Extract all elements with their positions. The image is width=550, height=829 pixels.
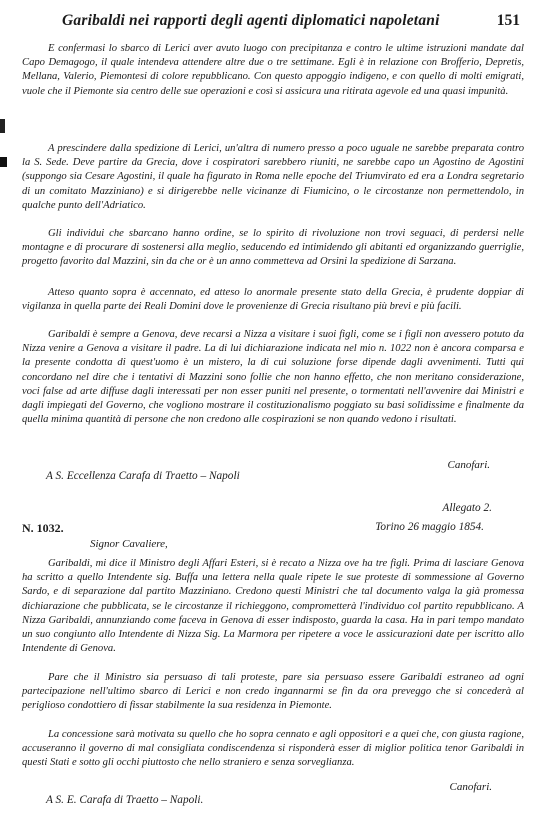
signature: Canofari.	[447, 459, 490, 471]
salutation: Signor Cavaliere,	[90, 538, 168, 550]
recipient-address: A S. Eccellenza Carafa di Traetto – Napoli	[46, 470, 240, 482]
paragraph: E confermasi lo sbarco di Lerici aver avuto luogo con precipitanza e contro le ultime istruzioni mandate dal Capo Demagogo, il quale intendeva attendere altre due o tre settimane. Egli è in relazione con Brofferio, Depretis, Mellana, Valerio, Piemontesi di colore repubblicano. Con questo appoggio indigeno, e con quello di molti emigrati, vuole che il Piemonte sia centro delle sue operazioni e così si assicura una ritirata agevole ed una quasi impunità.	[22, 43, 524, 97]
paragraph: La concessione sarà motivata su quello che ho sopra cennato e agli oppositori e a quei che, con giusta ragione, accuseranno il governo di mal consigliata condiscendenza si risponderà esser di miglior politica tenor Garibaldi in questi Stati e sotto gli occhi piuttosto che nello straniero e senza sorveglianza.	[22, 729, 524, 769]
page-number: 151	[496, 12, 520, 29]
margin-mark	[0, 119, 5, 133]
paragraph: Garibaldi è sempre a Genova, deve recarsi a Nizza a visitare i suoi figli, come se i figli non avessero potuto da Nizza venire a Genova a visitare il padre. La di lui dichiarazione indicata nel mio n. 1022 non è ancora comparsa e la presente condotta di quest'uomo è un mistero, la di cui soluzione forse dipende dagli avvenimenti. Tutti qui concordano nel dire che i tentativi di Mazzini sono follie che non hanno effetto, che non meritano considerazione, voci false ad arte diffuse dagli interessati per non esser puniti nel presente, o tormentati nell'avvenire dai Ministri e dagli impiegati del Governo, che vogliono mostrare il costituzionalismo poggiato su basi solidissime e finalmente da quella minima quantità di persone che non credono alle cospirazioni se non quando vedono i risultati.	[22, 329, 524, 426]
paragraph: Pare che il Ministro sia persuaso di tali proteste, pare sia persuaso essere Garibaldi estraneo ad ogni partecipazione nell'ultimo sbarco di Lerici e non credo ingannarmi se fin da ora preveggo che si concederà al periglioso condottiero di fissar stabilmente la sua residenza in Piemonte.	[22, 672, 524, 712]
paragraph: A prescindere dalla spedizione di Lerici, un'altra di numero presso a poco uguale ne sarebbe preparata contro la S. Sede. Deve partire da Grecia, dove i cospiratori sarebbero riuniti, ne sarebbe capo un Agostino de Agostini (suppongo sia Cesare Agostini, il quale ha figurato in Roma nelle epoche del Triumvirato ed era a Londra segretario di un comitato Mazziniano) e si dirigerebbe nelle vicinanze di Fiumicino, o le circostanze non permettendolo, in qualche punto dell'Adriatico.	[22, 143, 524, 211]
paragraph: Garibaldi, mi dice il Ministro degli Affari Esteri, si è recato a Nizza ove ha tre figli. Prima di lasciare Genova ha scritto a quello Intendente sig. Buffa una lettera nella quale ripete le sue proteste di sommessione al Governo Sardo, e di separazione dal partito Mazziniano. Credono questi Ministri che tal documento valga la già promessa dichiarazione che pubblicata, se le circostanze il richieggono, comprometterà l'individuo col partito repubblicano. A Nizza Garibaldi, annunziando come faceva in Genova di esser indisposto, guarda la casa. Ha in pari tempo mandato un suo congiunto allo Intendente di Nizza Sig. La Marmora per ripetere a voce le assicurazioni date per iscritto allo Intendente di Genova.	[22, 558, 524, 655]
document-number: N. 1032.	[22, 521, 64, 535]
paragraph: Gli individui che sbarcano hanno ordine, se lo spirito di rivoluzione non trovi seguaci, di perdersi nelle montagne e di procurare di sostenersi alla meglio, seducendo ed intimidendo gli abitanti ed organizzando guerriglie, progetto favorito dal Mazzini, sin da che or è un anno commetteva ad Orsini la spedizione di Sarzana.	[22, 228, 524, 268]
margin-mark	[0, 157, 7, 167]
letter-date: Torino 26 maggio 1854.	[375, 521, 484, 533]
signature: Canofari.	[449, 781, 492, 793]
recipient-address: A S. E. Carafa di Traetto – Napoli.	[46, 794, 204, 806]
running-header	[62, 12, 520, 32]
running-title: Garibaldi nei rapporti degli agenti diplomatici napoletani	[62, 12, 440, 29]
paragraph: Atteso quanto sopra è accennato, ed atteso lo anormale presente stato della Grecia, è prudente doppiar di vigilanza in quella parte dei Reali Domini dove le provenienze di Grecia risultano più brevi e più facili.	[22, 287, 524, 313]
attachment-label: Allegato 2.	[442, 502, 492, 514]
